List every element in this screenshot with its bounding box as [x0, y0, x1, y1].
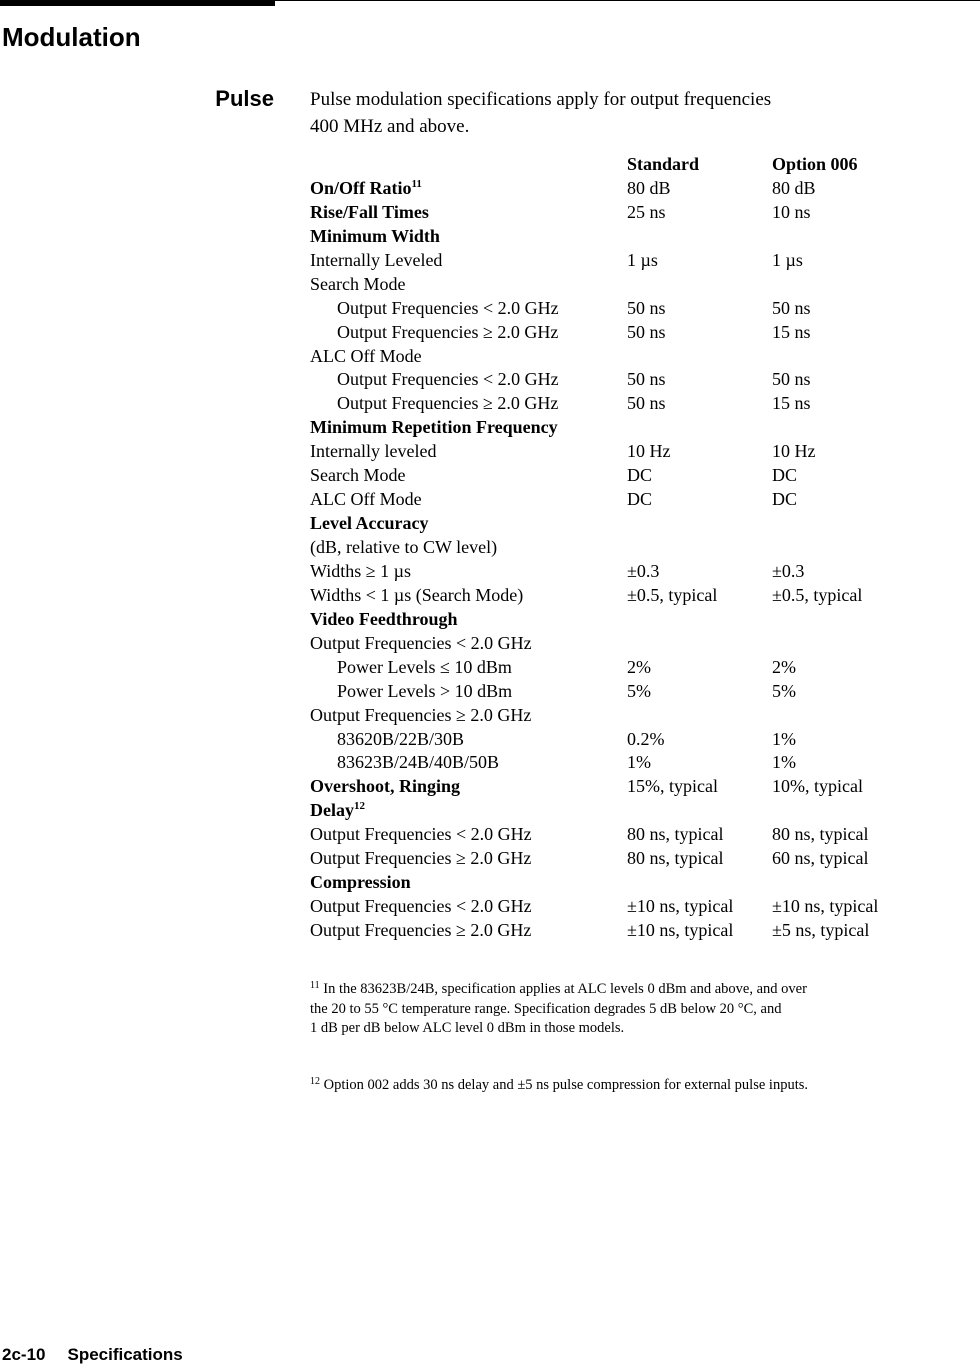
row-label: 83620B/22B/30B: [337, 728, 465, 749]
standard-value: 80 ns, typical: [627, 848, 724, 869]
standard-value: ±10 ns, typical: [627, 920, 734, 940]
row-label: Output Frequencies < 2.0 GHz: [310, 824, 532, 845]
top-rule-thin: [275, 0, 980, 1]
row-label: Output Frequencies < 2.0 GHz: [337, 297, 559, 318]
standard-value: 50 ns: [627, 393, 666, 414]
row-label: Level Accuracy: [310, 513, 429, 534]
footnote-line: Option 002 adds 30 ns delay and ±5 ns pulse compression for external pulse inputs.: [323, 1077, 808, 1093]
row-label: Output Frequencies < 2.0 GHz: [310, 896, 532, 917]
row-label: Overshoot, Ringing: [310, 776, 461, 797]
standard-value: ±0.3: [627, 560, 660, 581]
row-label: Minimum Width: [310, 225, 440, 246]
option-value: DC: [772, 465, 798, 486]
row-label: (dB, relative to CW level): [310, 537, 498, 557]
option-value: 10 Hz: [772, 441, 816, 462]
standard-value: 1 µs: [627, 249, 658, 270]
column-header-option: Option 006: [772, 154, 858, 174]
standard-value: 15%, typical: [627, 776, 718, 797]
footnote-line: the 20 to 55 °C temperature range. Specification degrades 5 dB below 20 °C, and: [310, 1000, 782, 1017]
standard-value: DC: [627, 465, 653, 486]
option-value: 1 µs: [772, 249, 803, 270]
option-value: ±5 ns, typical: [772, 920, 870, 940]
row-label: 83623B/24B/40B/50B: [337, 752, 500, 773]
row-label: Minimum Repetition Frequency: [310, 417, 558, 438]
section-title: Modulation: [2, 22, 141, 52]
standard-value: 1%: [627, 752, 651, 773]
row-label: Search Mode: [310, 465, 406, 486]
option-value: DC: [772, 489, 798, 510]
top-rule-thick: [0, 0, 275, 6]
option-value: 80 dB: [772, 177, 816, 198]
option-value: 50 ns: [772, 369, 811, 390]
standard-value: 0.2%: [627, 728, 665, 749]
footnote-line: 1 dB per dB below ALC level 0 dBm in those models.: [310, 1020, 625, 1036]
row-label: Video Feedthrough: [310, 608, 458, 629]
standard-value: 50 ns: [627, 321, 666, 342]
row-label: Output Frequencies ≥ 2.0 GHz: [310, 704, 532, 725]
footnote-number: 11: [310, 980, 320, 991]
standard-value: 50 ns: [627, 297, 666, 318]
row-label: Output Frequencies ≥ 2.0 GHz: [310, 848, 532, 869]
footnote-11: [310, 980, 960, 1039]
column-header-standard: Standard: [627, 154, 700, 174]
row-label: On/Off Ratio$^{11}$: [310, 177, 422, 198]
standard-value: 25 ns: [627, 201, 666, 222]
footnote-number: 12: [310, 1076, 320, 1087]
row-label: Search Mode: [310, 273, 406, 294]
intro-paragraph: [310, 86, 910, 140]
standard-value: 2%: [627, 656, 651, 677]
standard-value: ±10 ns, typical: [627, 896, 734, 917]
standard-value: DC: [627, 489, 653, 510]
row-label: Delay$^{12}$: [310, 800, 365, 821]
row-label: Compression: [310, 872, 411, 893]
standard-value: 50 ns: [627, 369, 666, 390]
row-label: Output Frequencies < 2.0 GHz: [337, 369, 559, 390]
option-value: 15 ns: [772, 321, 811, 342]
option-value: 50 ns: [772, 297, 811, 318]
page-number: 2c-10: [2, 1345, 46, 1364]
option-value: 60 ns, typical: [772, 848, 869, 869]
option-value: 1%: [772, 752, 796, 773]
row-label: Rise/Fall Times: [310, 201, 429, 222]
intro-line-2: 400 MHz and above.: [310, 116, 470, 137]
row-label: Internally Leveled: [310, 249, 443, 270]
intro-line-1: Pulse modulation specifications apply for output frequencies: [310, 89, 772, 110]
row-label: Widths < 1 µs (Search Mode): [310, 584, 524, 605]
standard-value: 80 dB: [627, 177, 671, 198]
row-label: Output Frequencies ≥ 2.0 GHz: [337, 393, 559, 414]
option-value: ±10 ns, typical: [772, 896, 879, 917]
option-value: 1%: [772, 728, 796, 749]
row-label: Output Frequencies ≥ 2.0 GHz: [310, 920, 532, 940]
row-label: ALC Off Mode: [310, 345, 422, 366]
standard-value: 80 ns, typical: [627, 824, 724, 845]
row-label: ALC Off Mode: [310, 489, 422, 510]
footnote-ref: 11: [411, 177, 422, 190]
subsection-title: Pulse: [215, 86, 274, 111]
option-value: 15 ns: [772, 393, 811, 414]
row-label: Output Frequencies ≥ 2.0 GHz: [337, 321, 559, 342]
row-label: Output Frequencies < 2.0 GHz: [310, 632, 532, 653]
option-value: ±0.3: [772, 560, 805, 581]
row-label: Widths ≥ 1 µs: [310, 560, 412, 581]
option-value: 2%: [772, 656, 796, 677]
standard-value: ±0.5, typical: [627, 584, 718, 605]
standard-value: 5%: [627, 680, 651, 701]
option-value: ±0.5, typical: [772, 584, 863, 605]
footnote-line: In the 83623B/24B, specification applies at ALC levels 0 dBm and above, and over: [323, 981, 807, 997]
footnote-ref: 12: [354, 800, 365, 813]
option-value: 10%, typical: [772, 776, 863, 797]
row-label: Internally leveled: [310, 441, 437, 462]
footer-label: Specifications: [67, 1345, 183, 1364]
footnote-12: [310, 1076, 960, 1096]
standard-value: 10 Hz: [627, 441, 671, 462]
option-value: 5%: [772, 680, 796, 701]
row-label: Power Levels > 10 dBm: [337, 680, 513, 701]
option-value: 10 ns: [772, 201, 811, 222]
option-value: 80 ns, typical: [772, 824, 869, 845]
page-footer: [2, 1345, 183, 1365]
row-label: Power Levels ≤ 10 dBm: [337, 656, 512, 677]
